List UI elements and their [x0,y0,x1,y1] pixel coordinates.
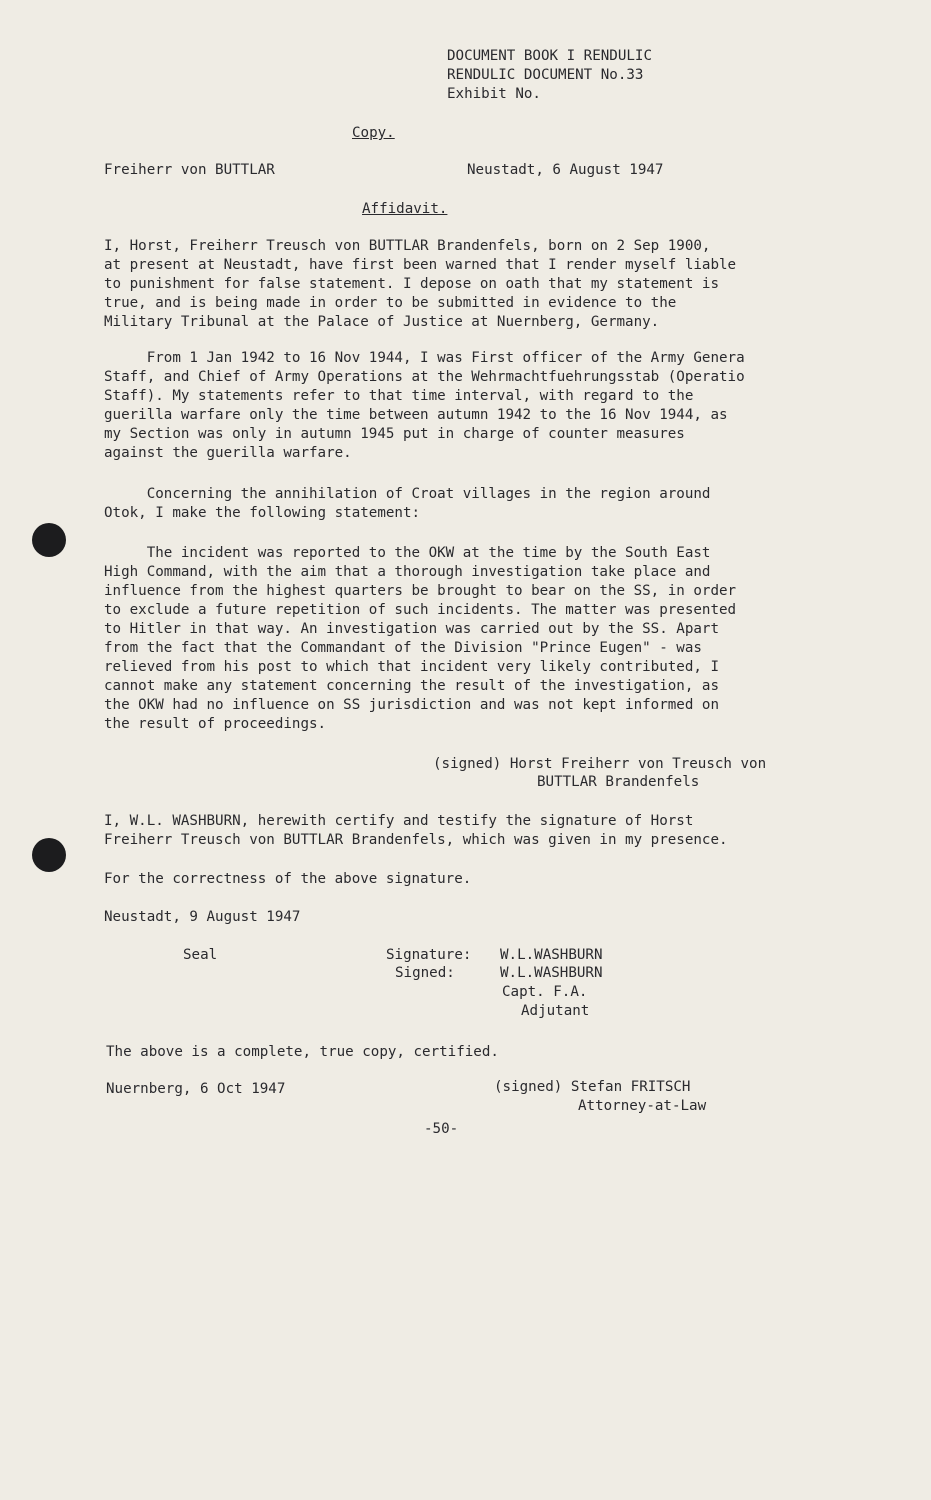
true-copy-statement: The above is a complete, true copy, certified. [106,1044,499,1060]
final-signature-line2: Attorney-at-Law [578,1098,707,1114]
text-line: Concerning the annihilation of Croat villages in the region around [104,486,711,502]
certification-place-date: Neustadt, 9 August 1947 [104,909,301,925]
text-line: I, W.L. WASHBURN, herewith certify and testify the signature of Horst [104,813,694,829]
signed-value: W.L.WASHBURN [500,965,603,981]
header-exhibit: Exhibit No. [447,86,541,102]
document-title: Affidavit. [362,201,448,217]
place-date: Neustadt, 6 August 1947 [467,162,664,178]
rank-text: Capt. F.A. [502,984,588,1000]
affiant-signature-line2: BUTTLAR Brandenfels [537,774,700,790]
text-line: The incident was reported to the OKW at the time by the South East [104,545,711,561]
page-number: -50- [424,1121,459,1137]
text-line: the OKW had no influence on SS jurisdiction and was not kept informed on [104,697,719,713]
correctness-statement: For the correctness of the above signature. [104,871,472,887]
text-line: to exclude a future repetition of such incidents. The matter was presented [104,602,737,618]
text-line: the result of proceedings. [104,716,327,732]
text-line: Staff, and Chief of Army Operations at the Wehrmachtfuehrungsstab (Operatio [104,369,745,385]
text-line: High Command, with the aim that a thorough investigation take place and [104,564,711,580]
text-line: to Hitler in that way. An investigation was carried out by the SS. Apart [104,621,719,637]
text-line: against the guerilla warfare. [104,445,352,461]
text-line: Freiherr Treusch von BUTTLAR Brandenfels, which was given in my presence. [104,832,728,848]
text-line: influence from the highest quarters be brought to bear on the SS, in order [104,583,737,599]
header-doc-number: RENDULIC DOCUMENT No.33 [447,67,644,83]
text-line: Otok, I make the following statement: [104,505,421,521]
text-line: my Section was only in autumn 1945 put in charge of counter measures [104,426,685,442]
text-line: Military Tribunal at the Palace of Justice at Nuernberg, Germany. [104,314,660,330]
signature-label: Signature: [386,947,472,963]
text-line: From 1 Jan 1942 to 16 Nov 1944, I was First officer of the Army Genera [104,350,745,366]
paragraph-croat-villages [104,485,834,523]
text-line: true, and is being made in order to be submitted in evidence to the [104,295,677,311]
text-line: cannot make any statement concerning the result of the investigation, as [104,678,719,694]
paragraph-incident [104,544,834,734]
text-line: from the fact that the Commandant of the Division "Prince Eugen" - was [104,640,702,656]
affiant-name: Freiherr von BUTTLAR [104,162,275,178]
text-line: at present at Neustadt, have first been warned that I render myself liable [104,257,737,273]
final-place-date: Nuernberg, 6 Oct 1947 [106,1081,286,1097]
punch-hole-bottom [32,838,66,872]
certification-paragraph [104,812,834,850]
text-line: relieved from his post to which that incident very likely contributed, I [104,659,719,675]
seal-label: Seal [183,947,218,963]
text-line: guerilla warfare only the time between autumn 1942 to the 16 Nov 1944, as [104,407,728,423]
header-doc-book: DOCUMENT BOOK I RENDULIC [447,48,652,64]
signed-label: Signed: [395,965,455,981]
signature-value: W.L.WASHBURN [500,947,603,963]
paragraph-position [104,349,834,463]
final-signature-line1: (signed) Stefan FRITSCH [494,1079,691,1095]
copy-label: Copy. [352,125,395,141]
affiant-signature-line1: (signed) Horst Freiherr von Treusch von [433,756,767,772]
role-text: Adjutant [521,1003,590,1019]
paragraph-oath [104,237,834,332]
punch-hole-top [32,523,66,557]
text-line: I, Horst, Freiherr Treusch von BUTTLAR Brandenfels, born on 2 Sep 1900, [104,238,711,254]
text-line: Staff). My statements refer to that time interval, with regard to the [104,388,694,404]
text-line: to punishment for false statement. I depose on oath that my statement is [104,276,719,292]
